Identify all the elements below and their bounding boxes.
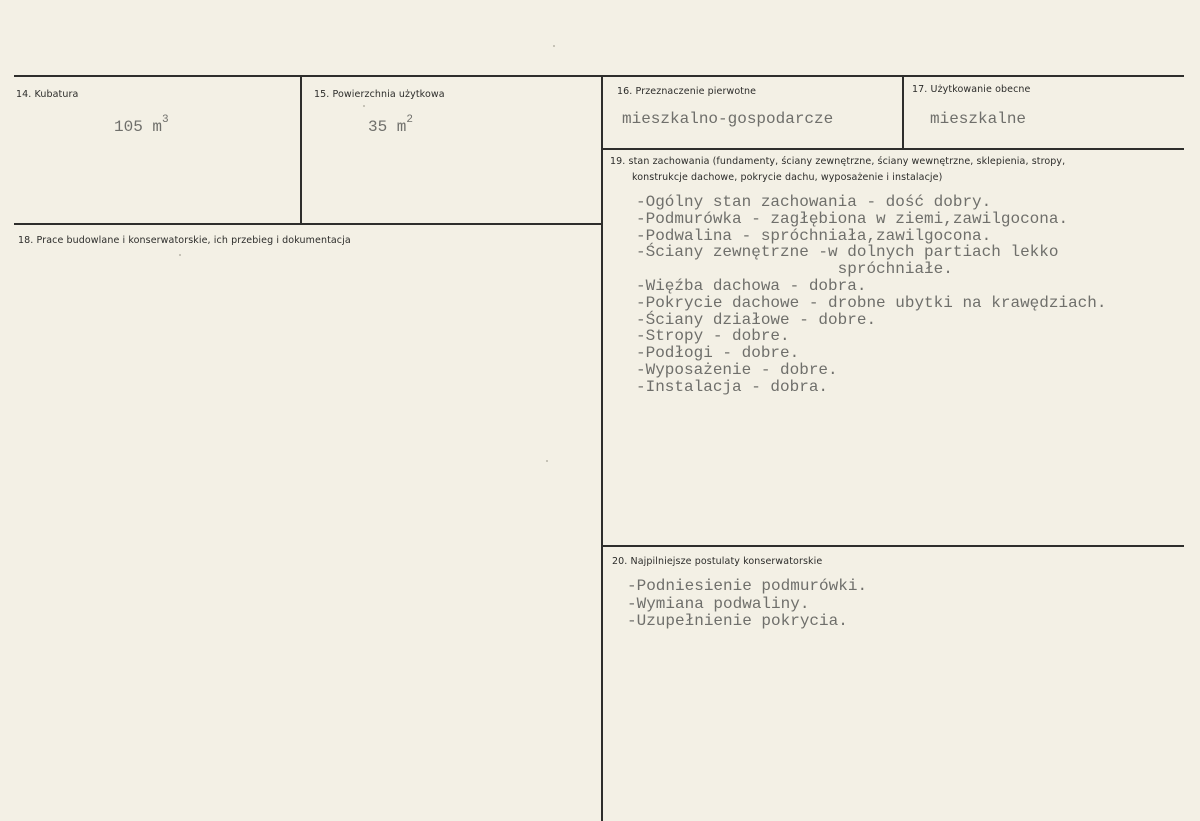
stan-line: spróchniałe. (636, 260, 953, 279)
powierzchnia-exponent: 2 (406, 114, 414, 126)
stan-line: -Podwalina - spróchniała,zawilgocona. (636, 226, 992, 245)
paper-speck (546, 460, 548, 462)
prace-label: 18. Prace budowlane i konserwatorskie, ich przebieg i dokumentacja (18, 235, 351, 246)
stan-line: -Ściany zewnętrzne -w dolnych partiach lekko (636, 243, 1059, 262)
kubatura-number: 105 m (114, 118, 163, 136)
przeznaczenie-value: mieszkalno-gospodarcze (622, 110, 834, 128)
stan-line: -Podłogi - dobre. (636, 344, 800, 363)
stan-list (636, 194, 1106, 396)
stan-line: -Instalacja - dobra. (636, 377, 829, 396)
top-border-line (14, 75, 1184, 77)
przeznaczenie-label: 16. Przeznaczenie pierwotne (617, 86, 757, 97)
stan-line: -Ogólny stan zachowania - dość dobry. (636, 193, 992, 211)
uzytkowanie-value: mieszkalne (930, 110, 1027, 128)
powierzchnia-number: 35 m (368, 118, 407, 136)
postulaty-line: -Podniesienie podmurówki. (627, 577, 868, 595)
postulaty-line: -Uzupełnienie pokrycia. (627, 612, 848, 630)
kubatura-value (114, 114, 169, 136)
kubatura-exponent: 3 (162, 114, 169, 126)
powierzchnia-label: 15. Powierzchnia użytkowa (314, 89, 445, 100)
paper-speck (553, 45, 555, 47)
stan-line: -Ściany działowe - dobre. (636, 310, 877, 329)
postulaty-label: 20. Najpilniejsze postulaty konserwatorskie (612, 556, 823, 567)
powierzchnia-value (368, 114, 413, 136)
postulaty-line: -Wymiana podwaliny. (627, 594, 810, 613)
kubatura-divider (300, 75, 302, 223)
stan-line: -Podmurówka - zagłębiona w ziemi,zawilgocona. (636, 209, 1069, 228)
stan-label-line1: 19. stan zachowania (fundamenty, ściany zewnętrzne, ściany wewnętrzne, sklepienia, stropy, (610, 156, 1066, 167)
left-section-divider (14, 223, 602, 225)
paper-speck (179, 254, 181, 256)
postulaty-divider (603, 545, 1184, 547)
stan-line: -Więźba dachowa - dobra. (636, 276, 867, 295)
paper-speck (363, 105, 365, 107)
postulaty-list (627, 578, 867, 631)
stan-line: -Pokrycie dachowe - drobne ubytki na krawędziach. (636, 293, 1107, 312)
stan-label-line2: konstrukcje dachowe, pokrycie dachu, wyposażenie i instalacje) (632, 172, 943, 183)
stan-line: -Stropy - dobre. (636, 327, 790, 346)
stan-line: -Wyposażenie - dobre. (636, 360, 838, 379)
right-header-divider (603, 148, 1184, 150)
main-column-divider (601, 75, 603, 821)
kubatura-label: 14. Kubatura (16, 89, 79, 100)
uzytkowanie-label: 17. Użytkowanie obecne (912, 84, 1031, 95)
uzytkowanie-divider (902, 75, 904, 149)
